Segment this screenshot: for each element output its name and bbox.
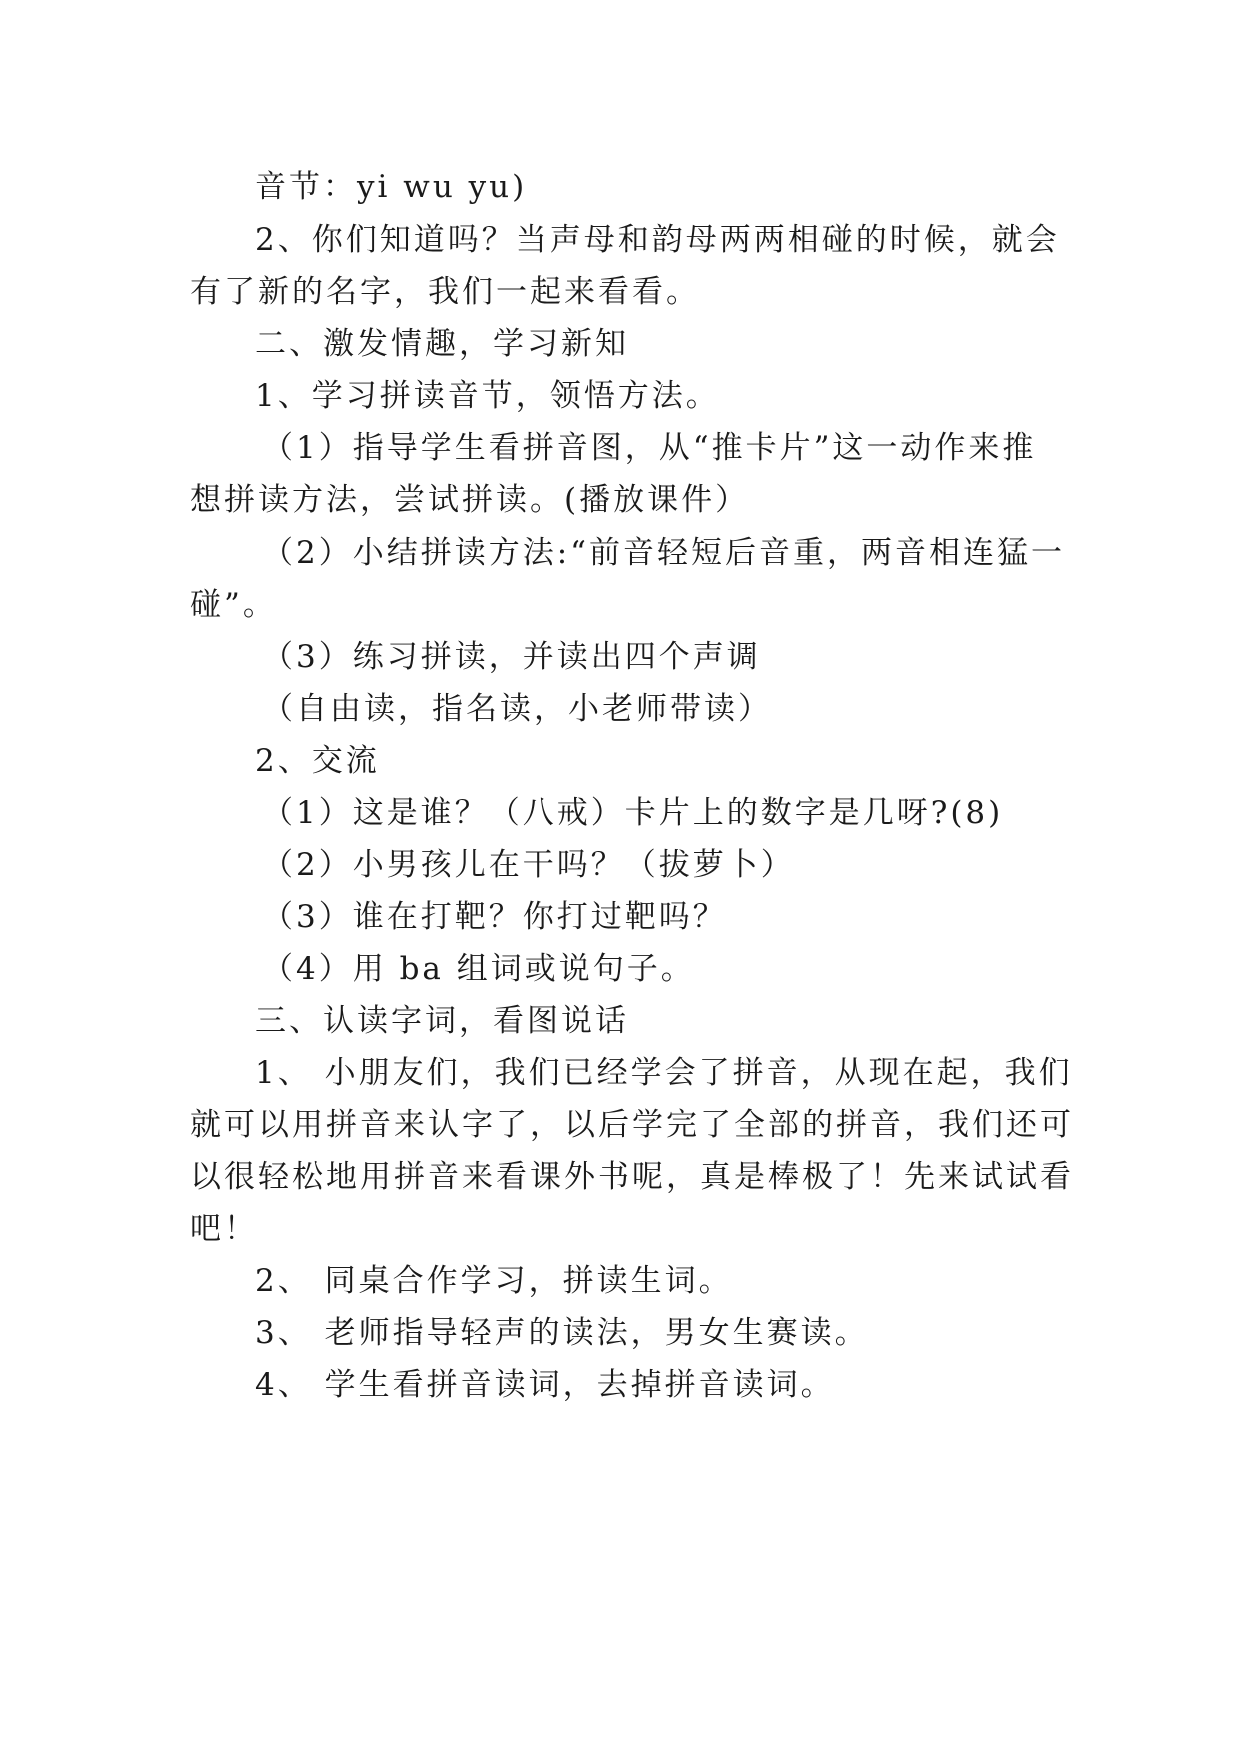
text-line: 3、 老师指导轻声的读法，男女生赛读。 xyxy=(255,1315,869,1351)
text-line: 1、学习拼读音节，领悟方法。 xyxy=(255,378,720,414)
text-line: 2、交流 xyxy=(255,743,380,779)
text-line: 就可以用拼音来认字了，以后学完了全部的拼音，我们还可 xyxy=(190,1107,1074,1143)
text-line: （1）这是谁？（八戒）卡片上的数字是几呀?(8) xyxy=(262,795,1004,831)
text-line: （4）用 ba 组词或说句子。 xyxy=(262,951,695,987)
text-line: 2、你们知道吗？当声母和韵母两两相碰的时候，就会 xyxy=(255,222,1060,258)
text-line: 2、 同桌合作学习，拼读生词。 xyxy=(255,1263,733,1299)
text-line: （3）练习拼读，并读出四个声调 xyxy=(262,639,761,675)
text-line: 有了新的名字，我们一起来看看。 xyxy=(190,274,700,310)
text-line: 碰”。 xyxy=(190,587,277,623)
section-heading: 二、激发情趣，学习新知 xyxy=(255,326,629,362)
text-line: （3）谁在打靶？你打过靶吗？ xyxy=(262,899,727,935)
text-line: （2）小结拼读方法:“前音轻短后音重，两音相连猛一 xyxy=(262,535,1066,571)
text-line: （自由读，指名读，小老师带读） xyxy=(262,691,772,727)
text-line: （1）指导学生看拼音图，从“推卡片”这一动作来推 xyxy=(262,430,1037,466)
text-line: 吧！ xyxy=(190,1211,258,1247)
text-line: 1、 小朋友们，我们已经学会了拼音，从现在起，我们 xyxy=(255,1055,1073,1091)
text-line: 音节：yi wu yu) xyxy=(255,169,528,205)
text-line: 4、 学生看拼音读词，去掉拼音读词。 xyxy=(255,1367,835,1403)
text-line: 以很轻松地用拼音来看课外书呢，真是棒极了！先来试试看 xyxy=(190,1159,1074,1195)
text-line: （2）小男孩儿在干吗？（拔萝卜） xyxy=(262,847,795,883)
section-heading: 三、认读字词，看图说话 xyxy=(255,1003,629,1039)
text-line: 想拼读方法，尝试拼读。(播放课件） xyxy=(190,482,750,518)
